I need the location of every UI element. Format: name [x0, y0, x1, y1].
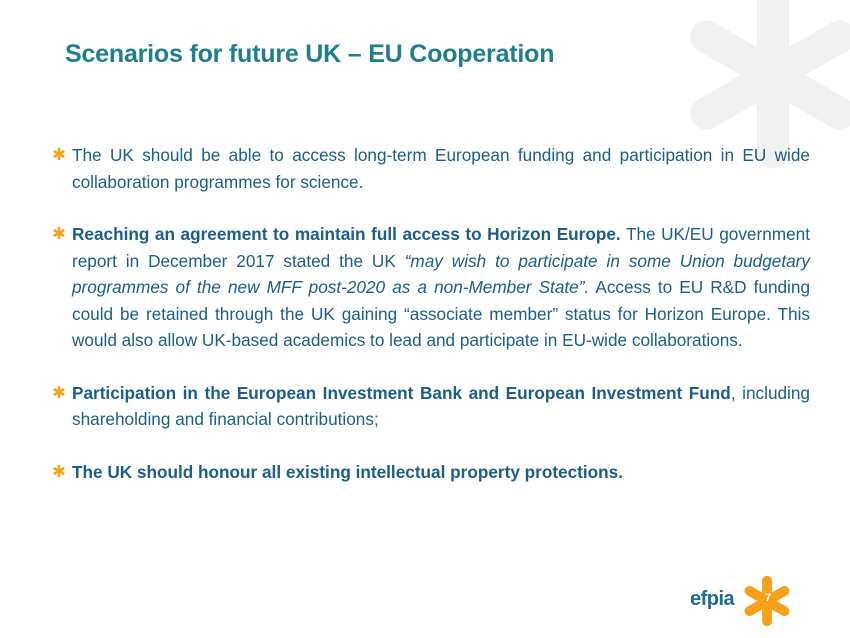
bullet-segment-normal: The UK/EU government report in December 2017 stated the UK [72, 224, 810, 271]
efpia-logo [690, 574, 800, 628]
bullet-segment-normal: , including shareholding and financial contributions; [72, 382, 810, 429]
bullet-item [50, 459, 810, 486]
bullet-item [50, 142, 810, 195]
bullet-text [72, 380, 810, 433]
bullet-segment-bold: The UK should honour all existing intellectual property protections. [72, 461, 624, 482]
slide-title: Scenarios for future UK – EU Cooperation [65, 40, 555, 68]
asterisk-bullet-icon [52, 464, 66, 478]
bullet-text [72, 221, 810, 354]
bullet-segment-bold: Reaching an agreement to maintain full access to Horizon Europe. [72, 224, 621, 244]
bullet-text [72, 459, 810, 486]
bullet-segment-normal: The UK should be able to access long-term European funding and participation in EU wide collaboration programmes for science. [72, 145, 810, 192]
page-number: 7 [764, 592, 772, 604]
bullet-item [50, 221, 810, 354]
logo-wordmark: efpia [690, 588, 735, 610]
bullet-segment-normal: Access to EU R&D funding could be retained through the UK gaining “associate member” status for Horizon Europe. This would also allow UK-based academics to lead and participate in EU-wide collaborations. [72, 277, 810, 350]
bullet-text [72, 142, 810, 195]
bullet-list [50, 142, 810, 511]
asterisk-bullet-icon [52, 385, 66, 399]
asterisk-bullet-icon [52, 226, 66, 240]
bullet-segment-quote: “may wish to participate in some Union budgetary programmes of the new MFF post-2020 as a non-Member State”. [72, 250, 810, 297]
bullet-item [50, 380, 810, 433]
asterisk-bullet-icon [52, 147, 66, 161]
bullet-segment-bold: Participation in the European Investment Bank and European Investment Fund [72, 382, 731, 403]
